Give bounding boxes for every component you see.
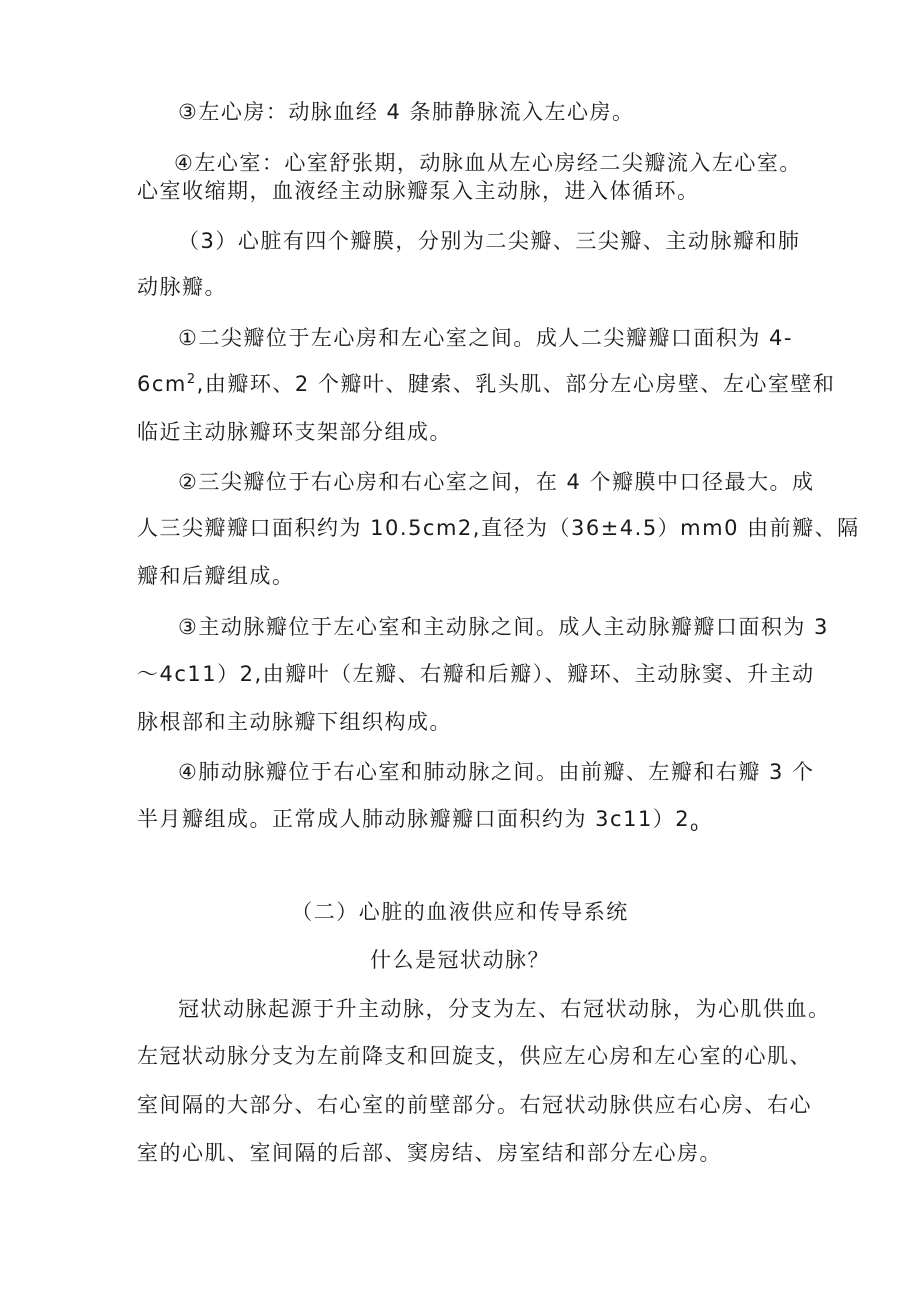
paragraph-aortic-line-2: ～4c11）2,由瓣叶（左瓣、右瓣和后瓣）、瓣环、主动脉窦、升主动 <box>137 662 815 686</box>
pulmonary-line-2-text: 半月瓣组成。正常成人肺动脉瓣瓣口面积约为 3c11）2 <box>137 807 691 831</box>
paragraph-valves-intro-line-1: （3）心脏有四个瓣膜，分别为二尖瓣、三尖瓣、主动脉瓣和肺 <box>178 229 801 253</box>
paragraph-coronary-line-2: 左冠状动脉分支为左前降支和回旋支，供应左心房和左心室的心肌、 <box>137 1044 812 1068</box>
paragraph-mitral-line-3: 临近主动脉瓣环支架部分组成。 <box>137 420 452 444</box>
paragraph-tricuspid-line-3: 瓣和后瓣组成。 <box>137 564 295 588</box>
mitral-area-superscript: 2 <box>186 372 197 387</box>
paragraph-mitral-line-2 <box>137 369 835 399</box>
paragraph-aortic-line-1: ③主动脉瓣位于左心室和主动脉之间。成人主动脉瓣瓣口面积为 3 <box>178 615 829 639</box>
mitral-area-value: 6cm <box>137 372 187 396</box>
paragraph-mitral-line-1: ①二尖瓣位于左心房和左心室之间。成人二尖瓣瓣口面积为 4- <box>178 326 793 350</box>
paragraph-coronary-line-3: 室间隔的大部分、右心室的前壁部分。右冠状动脉供应右心房、右心 <box>137 1093 812 1117</box>
section-heading: （二）心脏的血液供应和传导系统 <box>291 900 629 924</box>
paragraph-left-atrium: ③左心房：动脉血经 4 条肺静脉流入左心房。 <box>178 100 635 124</box>
pulmonary-line-2-subscript: o <box>690 820 700 836</box>
paragraph-tricuspid-line-2: 人三尖瓣瓣口面积约为 10.5cm2,直径为（36±4.5）mm0 由前瓣、隔 <box>137 516 860 540</box>
paragraph-valves-intro-line-2: 动脉瓣。 <box>137 275 227 299</box>
question-heading: 什么是冠状动脉？ <box>370 948 550 972</box>
paragraph-aortic-line-3: 脉根部和主动脉瓣下组织构成。 <box>137 710 452 734</box>
paragraph-left-ventricle-line-2: 心室收缩期，血液经主动脉瓣泵入主动脉，进入体循环。 <box>137 179 700 203</box>
paragraph-pulmonary-line-1: ④肺动脉瓣位于右心室和肺动脉之间。由前瓣、左瓣和右瓣 3 个 <box>178 760 815 784</box>
mitral-line-2-rest: ,由瓣环、2 个瓣叶、腱索、乳头肌、部分左心房壁、左心室壁和 <box>196 372 836 396</box>
paragraph-coronary-line-1: 冠状动脉起源于升主动脉，分支为左、右冠状动脉，为心肌供血。 <box>178 997 831 1021</box>
paragraph-coronary-line-4: 室的心肌、室间隔的后部、窦房结、房室结和部分左心房。 <box>137 1141 722 1165</box>
paragraph-tricuspid-line-1: ②三尖瓣位于右心房和右心室之间，在 4 个瓣膜中口径最大。成 <box>178 470 815 494</box>
paragraph-pulmonary-line-2 <box>137 804 700 834</box>
paragraph-left-ventricle-line-1: ④左心室：心室舒张期，动脉血从左心房经二尖瓣流入左心室。 <box>174 151 802 175</box>
